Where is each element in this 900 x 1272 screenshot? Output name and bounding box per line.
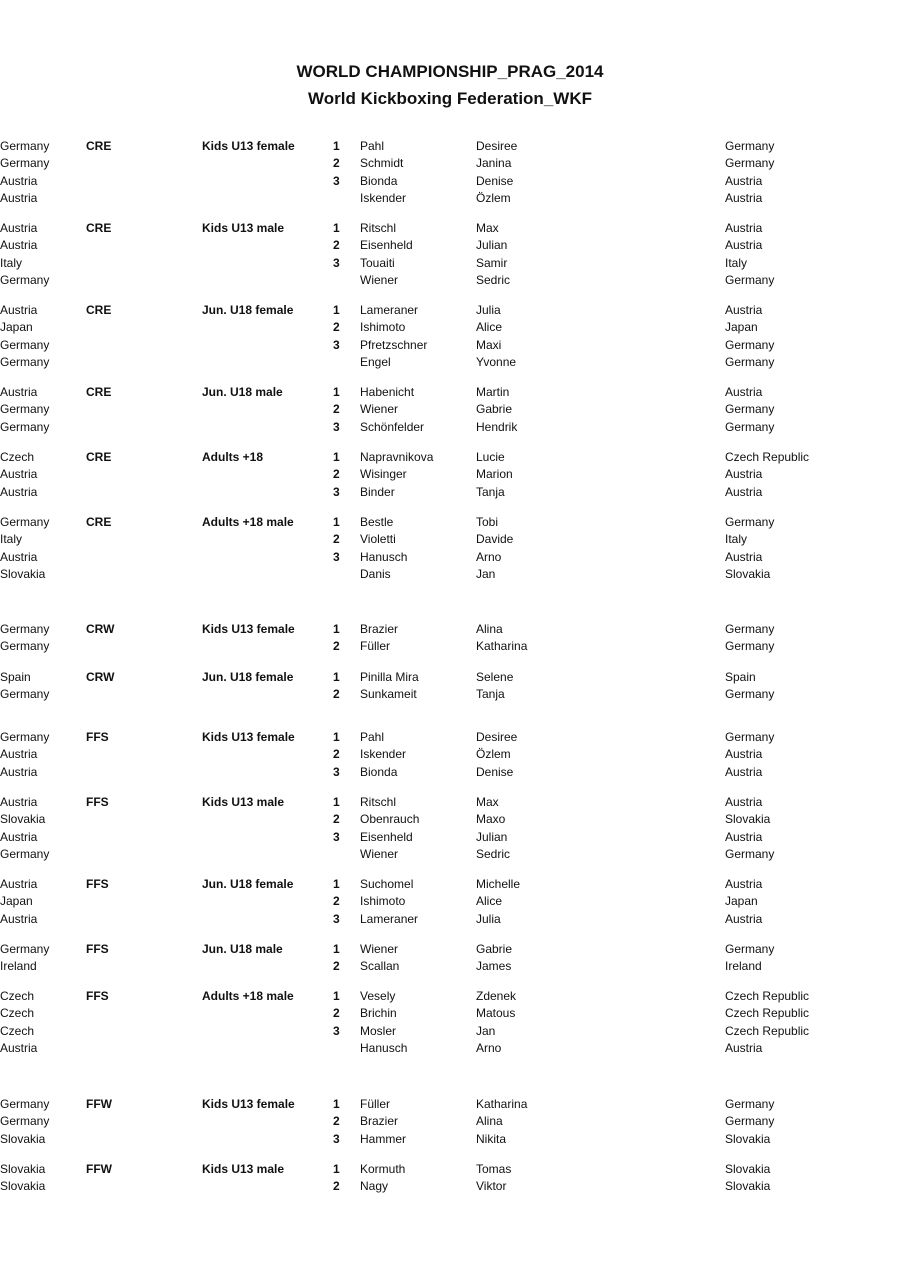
last-name: Ritschl (360, 795, 397, 809)
nation: Czech (0, 989, 35, 1003)
nation: Spain (0, 670, 31, 684)
first-name: Maxo (476, 812, 506, 827)
nation: Germany (0, 639, 50, 654)
discipline-label: FFS (86, 795, 109, 809)
first-name: Alina (476, 1114, 503, 1129)
discipline-label: FFW (86, 1162, 112, 1176)
team: Germany (725, 639, 775, 654)
team: Czech Republic (725, 1006, 810, 1021)
place-number: 1 (333, 303, 340, 317)
nation: Austria (0, 911, 38, 926)
team: Slovakia (725, 1162, 771, 1176)
last-name: Obenrauch (360, 812, 420, 827)
place-number: 3 (333, 173, 340, 188)
nation: Germany (0, 402, 50, 417)
category-label: Kids U13 female (202, 139, 295, 153)
last-name: Pahl (360, 730, 385, 744)
discipline-label: CRE (86, 303, 112, 317)
nation: Austria (0, 549, 38, 564)
team: Austria (725, 238, 763, 253)
first-name: Matous (476, 1006, 516, 1021)
last-name: Danis (360, 566, 391, 581)
first-name: Maxi (476, 337, 502, 352)
nation: Slovakia (0, 812, 46, 827)
first-name: Davide (476, 532, 514, 547)
team: Austria (725, 829, 763, 844)
last-name: Sunkameit (360, 687, 417, 702)
first-name: Denise (476, 173, 514, 188)
team: Germany (725, 622, 775, 636)
first-name: Sedric (476, 272, 511, 287)
first-name: Gabrie (476, 942, 513, 956)
team: Austria (725, 484, 763, 499)
last-name: Wiener (360, 272, 399, 287)
first-name: Lucie (476, 450, 505, 464)
nation: Czech (0, 450, 35, 464)
team: Ireland (725, 959, 762, 974)
place-number: 1 (333, 622, 340, 636)
team: Austria (725, 190, 763, 205)
team: Czech Republic (725, 1023, 810, 1038)
last-name: Bestle (360, 515, 394, 529)
nation: Austria (0, 385, 38, 399)
last-name: Brichin (360, 1006, 397, 1021)
last-name: Napravnikova (360, 450, 434, 464)
nation: Japan (0, 894, 33, 909)
first-name: Julia (476, 911, 501, 926)
first-name: Denise (476, 764, 514, 779)
last-name: Iskender (360, 747, 407, 762)
nation: Austria (0, 829, 38, 844)
first-name: Tobi (476, 515, 499, 529)
first-name: Tomas (476, 1162, 512, 1176)
category-label: Kids U13 female (202, 730, 295, 744)
place-number: 2 (333, 639, 340, 654)
first-name: Julia (476, 303, 501, 317)
nation: Germany (0, 354, 50, 369)
nation: Ireland (0, 959, 37, 974)
first-name: Gabrie (476, 402, 513, 417)
first-name: Nikita (476, 1131, 507, 1146)
place-number: 2 (333, 467, 340, 482)
nation: Slovakia (0, 1131, 46, 1146)
discipline-label: CRE (86, 139, 112, 153)
category-label: Kids U13 male (202, 221, 285, 235)
first-name: Özlem (476, 747, 511, 762)
team: Austria (725, 385, 763, 399)
place-number: 1 (333, 515, 340, 529)
last-name: Eisenheld (360, 829, 413, 844)
category-label: Jun. U18 female (202, 303, 294, 317)
place-number: 2 (333, 687, 340, 702)
discipline-label: FFS (86, 730, 109, 744)
first-name: Alice (476, 320, 503, 335)
team: Germany (725, 1114, 775, 1129)
team: Germany (725, 272, 775, 287)
nation: Austria (0, 238, 38, 253)
last-name: Füller (360, 1097, 391, 1111)
place-number: 2 (333, 320, 340, 335)
place-number: 3 (333, 1023, 340, 1038)
first-name: Martin (476, 385, 510, 399)
team: Slovakia (725, 812, 771, 827)
last-name: Pinilla Mira (360, 670, 419, 684)
team: Spain (725, 670, 756, 684)
nation: Austria (0, 303, 38, 317)
place-number: 3 (333, 764, 340, 779)
nation: Germany (0, 272, 50, 287)
last-name: Scallan (360, 959, 400, 974)
discipline-label: FFS (86, 877, 109, 891)
first-name: Alina (476, 622, 503, 636)
team: Slovakia (725, 566, 771, 581)
team: Japan (725, 894, 758, 909)
place-number: 2 (333, 894, 340, 909)
last-name: Schönfelder (360, 419, 425, 434)
last-name: Lameraner (360, 303, 419, 317)
discipline-label: CRW (86, 622, 115, 636)
last-name: Touaiti (360, 255, 395, 270)
discipline-label: FFS (86, 989, 109, 1003)
team: Czech Republic (725, 989, 810, 1003)
place-number: 3 (333, 829, 340, 844)
last-name: Ishimoto (360, 894, 406, 909)
first-name: Tanja (476, 687, 505, 702)
last-name: Eisenheld (360, 238, 413, 253)
category-label: Jun. U18 male (202, 385, 283, 399)
place-number: 2 (333, 812, 340, 827)
category-label: Adults +18 male (202, 515, 294, 529)
last-name: Wiener (360, 846, 399, 861)
first-name: Özlem (476, 190, 511, 205)
category-label: Adults +18 (202, 450, 264, 464)
last-name: Brazier (360, 622, 399, 636)
place-number: 1 (333, 1162, 340, 1176)
nation: Austria (0, 877, 38, 891)
team: Austria (725, 877, 763, 891)
nation: Slovakia (0, 566, 46, 581)
place-number: 3 (333, 255, 340, 270)
first-name: Selene (476, 670, 514, 684)
first-name: James (476, 959, 512, 974)
last-name: Iskender (360, 190, 407, 205)
last-name: Pahl (360, 139, 385, 153)
team: Italy (725, 532, 748, 547)
category-label: Kids U13 male (202, 795, 285, 809)
category-label: Jun. U18 male (202, 942, 283, 956)
last-name: Violetti (360, 532, 396, 547)
nation: Germany (0, 337, 50, 352)
last-name: Habenicht (360, 385, 415, 399)
place-number: 2 (333, 238, 340, 253)
nation: Italy (0, 532, 23, 547)
first-name: Samir (476, 255, 508, 270)
team: Italy (725, 255, 748, 270)
last-name: Bionda (360, 764, 398, 779)
nation: Austria (0, 484, 38, 499)
last-name: Schmidt (360, 156, 404, 171)
first-name: Michelle (476, 877, 521, 891)
first-name: Arno (476, 549, 502, 564)
place-number: 3 (333, 419, 340, 434)
first-name: Julian (476, 238, 508, 253)
first-name: Max (476, 795, 499, 809)
discipline-label: FFW (86, 1097, 112, 1111)
place-number: 1 (333, 450, 340, 464)
nation: Austria (0, 795, 38, 809)
last-name: Vesely (360, 989, 396, 1003)
last-name: Hanusch (360, 1040, 408, 1055)
place-number: 2 (333, 959, 340, 974)
discipline-label: CRW (86, 670, 115, 684)
place-number: 2 (333, 156, 340, 171)
first-name: Julian (476, 829, 508, 844)
first-name: Desiree (476, 730, 518, 744)
last-name: Ishimoto (360, 320, 406, 335)
nation: Germany (0, 687, 50, 702)
last-name: Engel (360, 354, 391, 369)
team: Austria (725, 911, 763, 926)
last-name: Ritschl (360, 221, 397, 235)
nation: Austria (0, 221, 38, 235)
last-name: Wiener (360, 402, 399, 417)
last-name: Suchomel (360, 877, 414, 891)
place-number: 1 (333, 221, 340, 235)
last-name: Kormuth (360, 1162, 406, 1176)
discipline-label: CRE (86, 221, 112, 235)
category-label: Adults +18 male (202, 989, 294, 1003)
nation: Slovakia (0, 1179, 46, 1194)
team: Germany (725, 354, 775, 369)
nation: Slovakia (0, 1162, 46, 1176)
place-number: 2 (333, 402, 340, 417)
team: Germany (725, 730, 775, 744)
first-name: Alice (476, 894, 503, 909)
first-name: Tanja (476, 484, 505, 499)
nation: Germany (0, 622, 50, 636)
category-label: Kids U13 female (202, 1097, 295, 1111)
team: Germany (725, 139, 775, 153)
first-name: Katharina (476, 639, 528, 654)
team: Germany (725, 1097, 775, 1111)
place-number: 1 (333, 877, 340, 891)
first-name: Sedric (476, 846, 511, 861)
team: Austria (725, 764, 763, 779)
team: Germany (725, 337, 775, 352)
nation: Germany (0, 139, 50, 153)
team: Austria (725, 303, 763, 317)
place-number: 2 (333, 532, 340, 547)
first-name: Viktor (476, 1179, 507, 1194)
first-name: Yvonne (476, 354, 517, 369)
team: Germany (725, 942, 775, 956)
discipline-label: CRE (86, 450, 112, 464)
first-name: Arno (476, 1040, 502, 1055)
last-name: Binder (360, 484, 395, 499)
first-name: Jan (476, 1023, 496, 1038)
first-name: Marion (476, 467, 513, 482)
team: Austria (725, 221, 763, 235)
nation: Germany (0, 419, 50, 434)
last-name: Hammer (360, 1131, 407, 1146)
last-name: Füller (360, 639, 391, 654)
team: Slovakia (725, 1179, 771, 1194)
last-name: Bionda (360, 173, 398, 188)
place-number: 2 (333, 1114, 340, 1129)
last-name: Nagy (360, 1179, 389, 1194)
team: Germany (725, 419, 775, 434)
page-title: WORLD CHAMPIONSHIP_PRAG_2014 (296, 62, 604, 81)
place-number: 3 (333, 337, 340, 352)
nation: Austria (0, 173, 38, 188)
place-number: 3 (333, 1131, 340, 1146)
page-subtitle: World Kickboxing Federation_WKF (308, 89, 592, 108)
team: Japan (725, 320, 758, 335)
first-name: Hendrik (476, 419, 518, 434)
place-number: 2 (333, 1179, 340, 1194)
nation: Austria (0, 1040, 38, 1055)
place-number: 1 (333, 385, 340, 399)
nation: Germany (0, 730, 50, 744)
last-name: Lameraner (360, 911, 419, 926)
first-name: Zdenek (476, 989, 517, 1003)
nation: Germany (0, 156, 50, 171)
place-number: 2 (333, 747, 340, 762)
nation: Italy (0, 255, 23, 270)
team: Slovakia (725, 1131, 771, 1146)
place-number: 1 (333, 730, 340, 744)
nation: Germany (0, 1114, 50, 1129)
last-name: Wisinger (360, 467, 407, 482)
place-number: 1 (333, 670, 340, 684)
place-number: 1 (333, 989, 340, 1003)
first-name: Janina (476, 156, 512, 171)
nation: Austria (0, 747, 38, 762)
team: Austria (725, 549, 763, 564)
place-number: 2 (333, 1006, 340, 1021)
team: Germany (725, 515, 775, 529)
first-name: Jan (476, 566, 496, 581)
team: Czech Republic (725, 450, 810, 464)
place-number: 3 (333, 484, 340, 499)
category-label: Jun. U18 female (202, 877, 294, 891)
discipline-label: CRE (86, 385, 112, 399)
place-number: 3 (333, 911, 340, 926)
nation: Japan (0, 320, 33, 335)
team: Austria (725, 467, 763, 482)
first-name: Desiree (476, 139, 518, 153)
place-number: 1 (333, 1097, 340, 1111)
nation: Germany (0, 515, 50, 529)
nation: Czech (0, 1023, 35, 1038)
nation: Austria (0, 764, 38, 779)
first-name: Katharina (476, 1097, 528, 1111)
place-number: 1 (333, 942, 340, 956)
last-name: Mosler (360, 1023, 397, 1038)
nation: Austria (0, 190, 38, 205)
last-name: Brazier (360, 1114, 399, 1129)
category-label: Kids U13 male (202, 1162, 285, 1176)
team: Austria (725, 173, 763, 188)
place-number: 3 (333, 549, 340, 564)
team: Germany (725, 687, 775, 702)
nation: Germany (0, 846, 50, 861)
last-name: Pfretzschner (360, 337, 428, 352)
team: Austria (725, 1040, 763, 1055)
place-number: 1 (333, 139, 340, 153)
last-name: Wiener (360, 942, 399, 956)
nation: Germany (0, 942, 50, 956)
discipline-label: FFS (86, 942, 109, 956)
place-number: 1 (333, 795, 340, 809)
nation: Austria (0, 467, 38, 482)
nation: Germany (0, 1097, 50, 1111)
nation: Czech (0, 1006, 35, 1021)
last-name: Hanusch (360, 549, 408, 564)
team: Germany (725, 156, 775, 171)
first-name: Max (476, 221, 499, 235)
category-label: Kids U13 female (202, 622, 295, 636)
discipline-label: CRE (86, 515, 112, 529)
team: Austria (725, 795, 763, 809)
team: Germany (725, 402, 775, 417)
category-label: Jun. U18 female (202, 670, 294, 684)
team: Germany (725, 846, 775, 861)
team: Austria (725, 747, 763, 762)
